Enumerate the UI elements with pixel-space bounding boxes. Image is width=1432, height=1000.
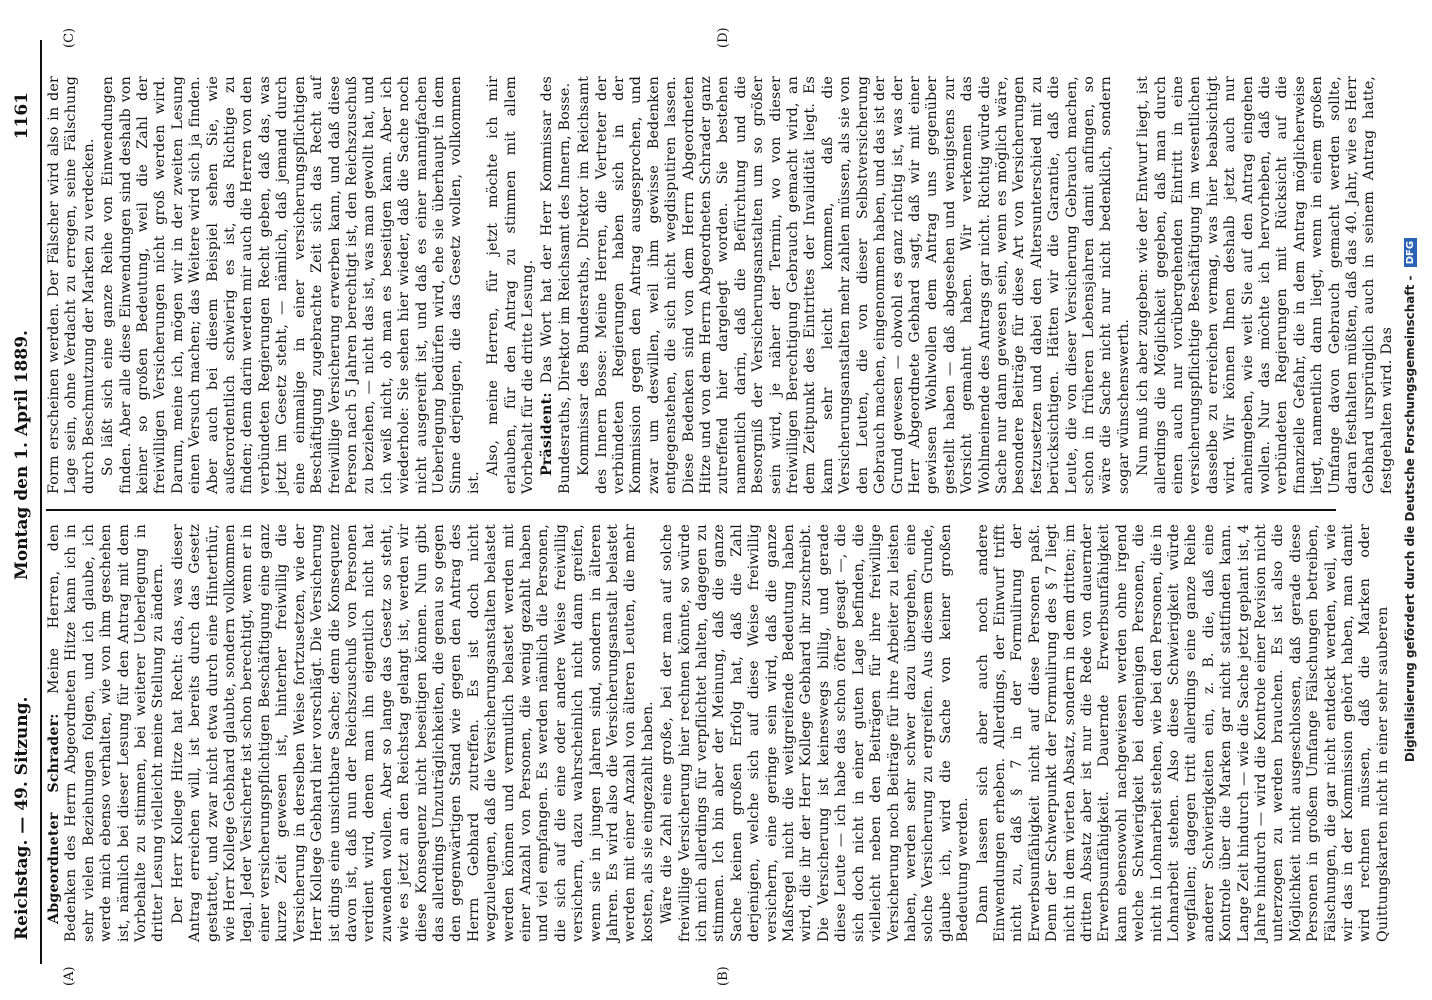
dfg-logo: DFG bbox=[1404, 238, 1417, 267]
paragraph: Wäre die Zahl eine große, bei der man auf solche freiwillige Versicherung hier rechnen könnte, so würde ich mich allerdings für verpflichtet halten, dagegen zu stimmen. Ich bin aber der Meinung, daß die ganze Sache keinen großen Erfolg hat, daß die Zahl derjenigen, welche sich auf diese Weise freiwillig versichern, eine geringe sein wird, daß die ganze Maßregel nicht die weitgreifende Bedeutung haben wird, die ihr der Herr Kollege Gebhard ihr zuschreibt. Die Versicherung ist keineswegs billig, und gerade diese Leute — ich habe das schon öfter gesagt —, die sich doch nicht in einer guten Lage befinden, die vielleicht neben den Beiträgen für ihre freiwillige Versicherung noch Beiträge für ihre Arbeiter zu leisten haben, werden sehr schwer dazu übergehen, eine solche Versicherung zu ergreifen. Aus diesem Grunde, glaube ich, wird die Sache von keiner großen Bedeutung werden. bbox=[659, 524, 972, 942]
credit-text: Digitalisierung gefördert durch die Deutsche Forschungsgemeinschaft - bbox=[1403, 275, 1417, 763]
paragraph: Also, meine Herren, für jetzt möchte ich mir erlauben, für den Antrag zu stimmen mit allem Vorbehalt für die dritte Lesung. bbox=[485, 76, 536, 494]
margin-marker-c: (C) bbox=[62, 27, 77, 48]
digitization-credit bbox=[1403, 0, 1417, 1000]
right-column bbox=[46, 76, 1395, 494]
speaker-name: Präsident: bbox=[539, 392, 556, 476]
paragraph: So läßt sich eine ganze Reihe von Einwendungen finden. Aber alle diese Einwendungen sind deshalb von keiner so großen Bedeutung, weil die Zahl der freiwilligen Versicherungen nicht groß werden wird. Darum, meine ich, mögen wir in der zweiten Lesung einen Versuch machen; das Weitere wird sich ja finden. Aber auch bei diesem Beispiel sehen Sie, wie außerordentlich schwierig es ist, das Richtige zu finden; denn darin werden mir auch die Herren von den verbündeten Regierungen Recht geben, daß das, was jetzt im Gesetz steht, — nämlich, daß jemand durch eine einmalige in einer versicherungspflichtigen Beschäftigung zugebrachte Zeit sich das Recht auf freiwillige Versicherung erwerben kann, und daß diese Person nach 5 Jahren berechtigt ist, den Reichszuschuß zu beziehen, — nicht das ist, was man gewollt hat, und ich weiß nicht, ob man es beseitigen kann. Aber ich wiederhole: Sie sehen hier wieder, daß die Sache noch nicht ausgereift ist, und daß es einer mannigfachen Ueberlegung bedürfen wird, ehe sie überhaupt in dem Sinne derjenigen, die das Gesetz wollen, vollkommen ist. bbox=[100, 76, 482, 494]
paragraph bbox=[539, 76, 574, 494]
margin-marker-b: (B) bbox=[716, 966, 731, 986]
paragraph: Nun muß ich aber zugeben: wie der Entwurf liegt, ist allerdings die Möglichkeit gegeben, daß man durch einen auch nur vorübergehenden Eintritt in eine versicherungspflichtige Beschäftigung im wesentlichen dasselbe zu erreichen vermag, was hier beabsichtigt wird. Wir können Ihnen deshalb jetzt auch nur anheimgeben, wie weit Sie auf den Antrag eingehen wollen. Nur das möchte ich hervorheben, daß die verbündeten Regierungen mit Rücksicht auf die finanzielle Gefahr, die in dem Antrag möglicherweise liegt, namentlich dann liegt, wenn in einem großen Umfange davon Gebrauch gemacht werden sollte, daran festhalten müßten, daß das 40. Jahr, wie es Herr Gebhard ursprünglich auch in seinem Antrag hatte, festgehalten wird. Das bbox=[1135, 76, 1395, 494]
page-number: 1161 bbox=[12, 92, 32, 140]
speaker-name: Abgeordneter Schrader: bbox=[46, 713, 62, 924]
left-column bbox=[46, 524, 1391, 942]
page-header bbox=[0, 0, 40, 1000]
paragraph bbox=[46, 524, 168, 942]
column-divider bbox=[46, 509, 1336, 511]
margin-marker-d: (D) bbox=[716, 27, 731, 48]
header-rule bbox=[40, 40, 42, 964]
header-date: Montag den 1. April 1889. bbox=[12, 330, 32, 580]
paragraph: Der Herr Kollege Hitze hat Recht: das, was dieser Antrag erreichen will, ist bereits durch das Gesetz gestattet, und zwar nicht etwa durch eine Hinterthür, wie Herr Kollege Gebhard glaubte, sondern vollkommen legal. Jeder Versicherte ist schon berechtigt, wenn er in einer versicherungspflichtigen Beschäftigung eine ganz kurze Zeit gewesen ist, hinterher freiwillig die Versicherung in derselben Weise fortzusetzen, wie der Herr Kollege Gebhard hier vorschlägt. Die Versicherung ist dings eine unsichtbare Sache; denn die Konsequenz davon ist, daß nun der Reichszuschuß von Personen verdient wird, denen man ihn eigentlich nicht hat zuwenden wollen. Aber so lange das Gesetz so steht, wie es jetzt an den Reichstag gelangt ist, werden wir diese Konsequenz nicht beseitigen können. Nun gibt das allerdings Unzuträglichkeiten, die genau so gegen den gegenwärtigen Stand wie gegen den Antrag des Herrn Gebhard zutreffen. Es ist doch nicht wegzuleugnen, daß die Versicherungsanstalten belastet werden können und vermutlich belastet werden mit einer Anzahl von Personen, die wenig gezahlt haben und viel empfangen. Es werden nämlich die Personen, die sich auf die eine oder andere Weise freiwillig versichern, dazu wahrscheinlich nicht dann greifen, wenn sie in jungen Jahren sind, sondern in älteren Jahren. Es wird also die Versicherungsanstalt belastet werden mit einer Anzahl von älteren Leuten, die mehr kosten, als sie eingezahlt haben. bbox=[169, 524, 656, 942]
paragraph-text: Das Wort hat der Herr Kommissar des Bundesraths, Direktor im Reichsamt des Innern, Bosse. bbox=[539, 76, 573, 494]
header-session: Reichstag. — 49. Sitzung. bbox=[12, 696, 32, 940]
paragraph: Dann lassen sich aber auch noch andere Einwendungen erheben. Allerdings, der Einwurf trifft nicht zu, daß § 7 in der Formulirung der Erwerbsunfähigkeit nicht auf diese Personen paßt. Denn der Schwerpunkt der Formulirung des § 7 liegt nicht in dem vierten Absatz, sondern in dem dritten; im dritten Absatz aber ist nur die Rede von dauernder Erwerbsunfähigkeit. Dauernde Erwerbsunfähigkeit kann ebensowohl nachgewiesen werden ohne irgend welche Schwierigkeit bei denjenigen Personen, die nicht in Lohnarbeit stehen, wie bei den Personen, die in Lohnarbeit stehen. Also diese Schwierigkeit würde wegfallen; dagegen tritt allerdings eine ganze Reihe anderer Schwierigkeiten ein, z. B. die, daß eine Kontrole über die Marken gar nicht stattfinden kann. Lange Zeit hindurch — wie die Sache jetzt geplant ist, 4 Jahre hindurch — wird die Kontrole einer Revision nicht unterzogen zu werden brauchen. Es ist also die Möglichkeit nicht ausgeschlossen, daß gerade diese Personen in großem Umfange Fälschungen betreiben, Fälschungen, die gar nicht entdeckt werden, weil, wie wir das in der Kommission gehört haben, man damit wird rechnen müssen, daß die Marken oder Quittungskarten nicht in einer sehr sauberen bbox=[974, 524, 1391, 942]
paragraph: Kommissar des Bundesraths, Direktor im Reichsamt des Innern Bosse: Meine Herren, die Vertreter der verbündeten Regierungen haben sich in der Kommission gegen den Antrag ausgesprochen, und zwar um deswillen, weil ihm gewisse Bedenken entgegenstehen, die sich nicht wegdisputiren lassen. Diese Bedenken sind von dem Herrn Abgeordneten Hitze und von dem Herrn Abgeordneten Schrader ganz zutreffend hier dargelegt worden. Sie bestehen namentlich darin, daß die Befürchtung und die Besorgniß der Versicherungsanstalten um so größer sein wird, je näher der Termin, wo von dieser freiwilligen Berechtigung Gebrauch gemacht wird, an dem Zeitpunkt des Eintrittes der Invalidität liegt. Es kann sehr leicht kommen, daß die Versicherungsanstalten mehr zahlen müssen, als sie von den Leuten, die von dieser Selbstversicherung Gebrauch machen, eingenommen haben, und das ist der Grund gewesen — obwohl es ganz richtig ist, was der Herr Abgeordnete Gebhard sagt, daß wir mit einer gewissen Wohlwollen dem Antrag uns gegenüber gestellt haben — daß abgesehen und wenigstens zur Vorsicht gemahnt haben. Wir verkennen das Wohlmeinende des Antrags gar nicht. Richtig würde die Sache nur dann gewesen sein, wenn es möglich wäre, besondere Beiträge für diese Art von Versicherungen festzusetzen und dabei den Altersunterschied mit zu berücksichtigen. Hätten wir die Garantie, daß die Leute, die von dieser Versicherung Gebrauch machen, schon in früheren Lebensjahren damit anfingen, so wäre die Sache nicht nur nicht bedenklich, sondern sogar wünschenswerth. bbox=[576, 76, 1132, 494]
paragraph-text: Meine Herren, den Bedenken des Herrn Abgeordneten Hitze kann ich in sehr vielen Beziehungen folgen, und ich glaube, ich werde mich ebenso verhalten, wie von ihm geschehen ist, nämlich bei dieser Lesung für den Antrag mit dem Vorbehalte zu stimmen, bei weiterer Ueberlegung in dritter Lesung vielleicht meine Stellung zu ändern. bbox=[46, 524, 167, 942]
paragraph: Form erscheinen werden. Der Fälscher wird also in der Lage sein, ohne Verdacht zu erregen, seine Fälschung durch Beschmutzung der Marken zu verdecken. bbox=[46, 76, 97, 494]
margin-marker-a: (A) bbox=[62, 966, 77, 986]
